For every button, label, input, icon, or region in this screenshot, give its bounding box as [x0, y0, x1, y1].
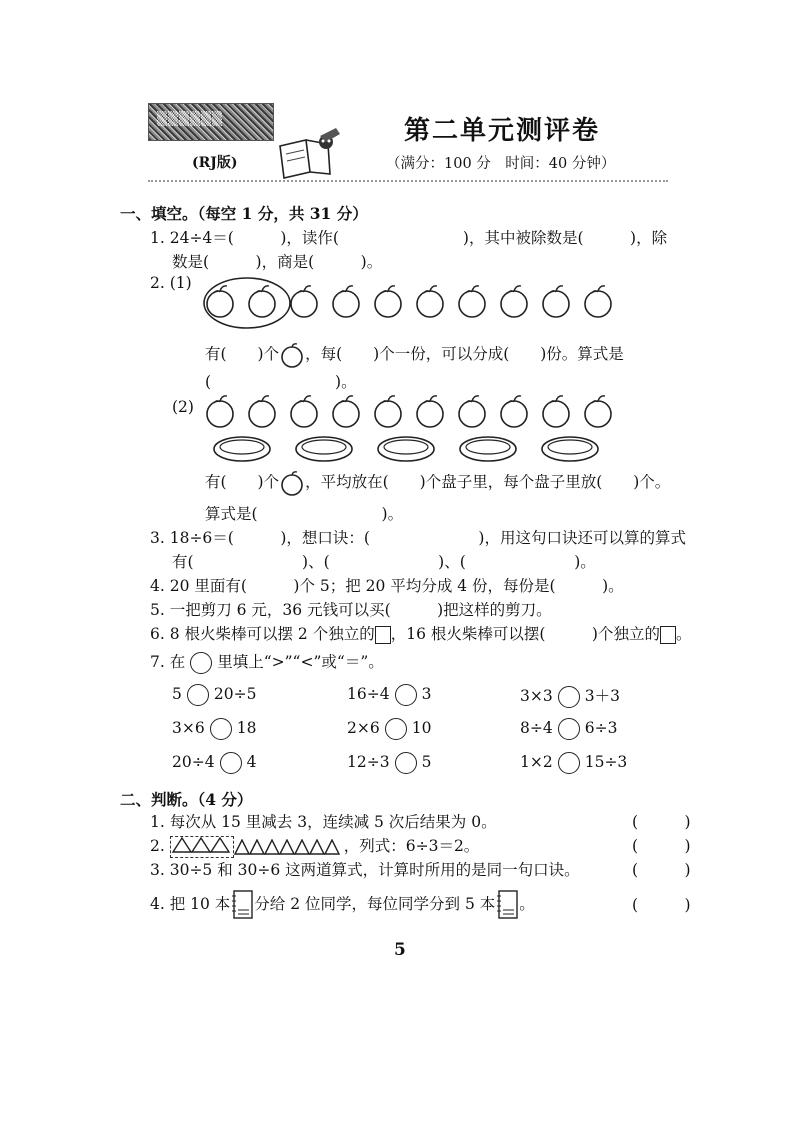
apple-icon	[249, 286, 275, 317]
q6-text-b: ，16 根火柴棒可以摆( )个独立的	[390, 625, 660, 643]
judge-4-text-a: 4. 把 10 本	[150, 895, 231, 913]
judge-2	[150, 834, 479, 858]
circle-blank-icon[interactable]	[190, 652, 212, 674]
series-logo-banner	[148, 103, 274, 141]
q3-line-1: 3. 18÷6＝( )，想口诀：( )，用这句口诀还可以算的算式	[150, 529, 686, 547]
comparison-left: 3×6	[172, 719, 205, 737]
apple-icon	[417, 396, 443, 427]
apple-icon	[459, 396, 485, 427]
q2-part1-line-2: ( )。	[205, 373, 357, 391]
apple-icon	[417, 286, 443, 317]
section-2-heading: 二、判断。（4 分）	[120, 790, 253, 809]
apple-icon	[585, 286, 611, 317]
q2-part2-line-1	[205, 470, 670, 496]
section-1-heading: 一、填空。（每空 1 分，共 31 分）	[120, 204, 368, 223]
comparison-item	[172, 684, 256, 706]
comparison-circle-icon[interactable]	[220, 752, 242, 774]
edition-label: (RJ版)	[192, 155, 238, 171]
comparison-right: 3＋3	[584, 687, 620, 705]
answer-paren-3[interactable]: ( )	[632, 861, 691, 879]
comparison-item	[172, 752, 256, 774]
apple-icon	[459, 286, 485, 317]
apple-icon	[375, 396, 401, 427]
plate-icon	[542, 437, 598, 461]
q2-part2-text-a: 有( )个	[205, 473, 280, 491]
comparison-left: 3×3	[520, 687, 553, 705]
comparison-left: 1×2	[520, 753, 553, 771]
comparison-item	[520, 718, 617, 740]
comparison-right: 10	[411, 719, 432, 737]
plate-icon	[460, 437, 516, 461]
comparison-item	[347, 752, 431, 774]
apple-row-2	[198, 392, 618, 432]
judge-2-text-b: ，列式：6÷3＝2。	[343, 837, 480, 855]
comparison-item	[520, 684, 620, 708]
q4-line: 4. 20 里面有( )个 5；把 20 平均分成 4 份，每份是( )。	[150, 577, 624, 595]
comparison-item	[172, 718, 256, 740]
comparison-right: 6÷3	[584, 719, 618, 737]
comparison-left: 2×6	[347, 719, 380, 737]
q2-part1-text-b: ，每( )个一份，可以分成( )份。算式是	[305, 345, 624, 363]
page-title: 第二单元测评卷	[404, 116, 601, 146]
comparison-circle-icon[interactable]	[395, 752, 417, 774]
q6-text-a: 6. 8 根火柴棒可以摆 2 个独立的	[150, 625, 375, 643]
apple-icon	[279, 342, 305, 368]
comparison-left: 5	[172, 685, 182, 703]
comparison-right: 5	[421, 753, 432, 771]
plate-icon	[214, 437, 270, 461]
comparison-right: 4	[246, 753, 257, 771]
comparison-left: 12÷3	[347, 753, 390, 771]
apple-icon	[249, 396, 275, 427]
comparison-item	[520, 752, 627, 774]
comparison-right: 20÷5	[213, 685, 257, 703]
apple-row-1	[198, 282, 618, 322]
apple-icon	[333, 396, 359, 427]
comparison-right: 3	[421, 685, 432, 703]
header-divider	[148, 180, 668, 182]
q2-part2-label: (2)	[172, 398, 194, 416]
apple-icon	[291, 286, 317, 317]
plate-icon	[378, 437, 434, 461]
q7-text-a: 7. 在	[150, 653, 186, 671]
judge-4-text-b: 分给 2 位同学，每位同学分到 5 本	[254, 895, 496, 913]
apple-icon	[543, 286, 569, 317]
apple-icon	[375, 286, 401, 317]
answer-paren-1[interactable]: ( )	[632, 813, 691, 831]
comparison-circle-icon[interactable]	[210, 718, 232, 740]
comparison-item	[347, 684, 431, 706]
comparison-left: 20÷4	[172, 753, 215, 771]
comparison-right: 15÷3	[584, 753, 628, 771]
q6-line	[150, 622, 692, 644]
square-icon	[375, 626, 391, 644]
comparison-circle-icon[interactable]	[187, 684, 209, 706]
judge-1: 1. 每次从 15 里减去 3，连续减 5 次后结果为 0。	[150, 813, 497, 831]
apple-icon	[543, 396, 569, 427]
triangles-icon	[172, 837, 232, 853]
q2-label: 2. (1)	[150, 274, 192, 292]
page-number: 5	[394, 940, 406, 960]
logo-texture: ▒▒▒▒▒▒	[157, 112, 223, 127]
square-icon	[660, 626, 676, 644]
score-time-info: （满分：100 分 时间：40 分钟）	[386, 156, 616, 172]
q6-text-c: 。	[675, 625, 692, 643]
triangle-group-box	[170, 836, 234, 858]
book-illustration-icon	[276, 124, 346, 180]
notebook-icon	[495, 890, 519, 920]
notebook-icon	[230, 890, 254, 920]
q1-line-2: 数是( )，商是( )。	[172, 253, 383, 271]
apple-icon	[207, 286, 233, 317]
q3-line-2: 有( )、( )、( )。	[172, 553, 596, 571]
plate-row	[210, 432, 610, 466]
q2-part1-line-1	[205, 342, 624, 368]
apple-icon	[501, 286, 527, 317]
apple-icon	[585, 396, 611, 427]
comparison-circle-icon[interactable]	[395, 684, 417, 706]
comparison-item	[347, 718, 431, 740]
answer-paren-4[interactable]: ( )	[632, 896, 691, 914]
q5-line: 5. 一把剪刀 6 元，36 元钱可以买( )把这样的剪刀。	[150, 601, 552, 619]
triangles-icon	[234, 839, 344, 855]
comparison-circle-icon[interactable]	[558, 686, 580, 708]
comparison-circle-icon[interactable]	[558, 718, 580, 740]
apple-icon	[333, 286, 359, 317]
judge-2-text-a: 2.	[150, 837, 165, 855]
comparison-left: 16÷4	[347, 685, 390, 703]
apple-icon	[207, 396, 233, 427]
comparison-circle-icon[interactable]	[558, 752, 580, 774]
q7-line	[150, 650, 384, 674]
apple-icon	[291, 396, 317, 427]
judge-4	[150, 890, 535, 920]
answer-paren-2[interactable]: ( )	[632, 837, 691, 855]
comparison-left: 8÷4	[520, 719, 553, 737]
q1-line-1: 1. 24÷4＝( )，读作( )，其中被除数是( )，除	[150, 229, 668, 247]
q2-part2-line-2: 算式是( )。	[205, 505, 404, 523]
comparison-circle-icon[interactable]	[385, 718, 407, 740]
q7-text-b: 里填上“>”“<”或“＝”。	[217, 653, 384, 671]
judge-4-text-c: 。	[519, 895, 535, 913]
apple-icon	[279, 470, 305, 496]
judge-3: 3. 30÷5 和 30÷6 这两道算式，计算时所用的是同一句口诀。	[150, 861, 580, 879]
comparison-right: 18	[236, 719, 257, 737]
q2-part2-text-b: ，平均放在( )个盘子里，每个盘子里放( )个。	[305, 473, 671, 491]
plate-icon	[296, 437, 352, 461]
q2-part1-text-a: 有( )个	[205, 345, 280, 363]
apple-icon	[501, 396, 527, 427]
